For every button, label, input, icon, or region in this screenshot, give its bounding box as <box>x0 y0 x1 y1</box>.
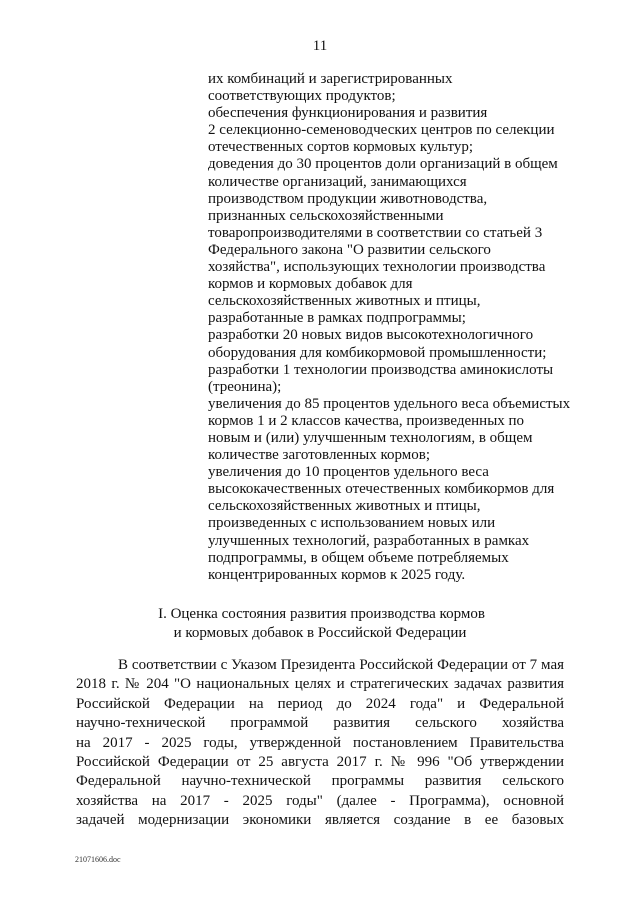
list-line: соответствующих продуктов; <box>208 88 396 105</box>
list-line: сельскохозяйственных животных и птицы, <box>208 498 481 515</box>
list-line: кормов 1 и 2 классов качества, произведенных по <box>208 412 525 429</box>
list-line: товаропроизводителями в соответствии со статьей 3 <box>208 224 543 241</box>
list-line: разработки 1 технологии производства аминокислоты <box>208 361 554 378</box>
list-line: их комбинаций и зарегистрированных <box>208 71 453 87</box>
body-line: задачей модернизации экономики является создание в ее базовых <box>76 812 564 829</box>
body-line: научно-технической программой развития сельского хозяйства <box>76 715 564 732</box>
body-line: В соответствии с Указом Президента Российской Федерации от 7 мая <box>118 657 564 673</box>
list-line: доведения до 30 процентов доли организаций в общем <box>208 156 558 173</box>
list-line: увеличения до 10 процентов удельного веса <box>208 464 489 481</box>
document-footer: 21071606.doc <box>75 855 121 864</box>
list-line: хозяйства", использующих технологии производства <box>208 259 546 276</box>
list-line: подпрограммы, в общем объеме потребляемых <box>208 549 509 566</box>
list-line: разработки 20 новых видов высокотехнологичного <box>208 327 534 344</box>
list-line: оборудования для комбикормовой промышленности; <box>208 344 547 361</box>
list-line: признанных сельскохозяйственными <box>208 207 444 224</box>
list-line: обеспечения функционирования и развития <box>208 105 488 122</box>
page-number: 11 <box>312 38 328 54</box>
list-block <box>208 71 571 584</box>
list-line: улучшенных технологий, разработанных в рамках <box>208 532 530 549</box>
list-line: сельскохозяйственных животных и птицы, <box>208 293 481 310</box>
body-line: хозяйства на 2017 - 2025 годы" (далее - Программа), основной <box>76 792 564 809</box>
list-line: разработанные в рамках подпрограммы; <box>208 310 466 327</box>
section-heading-line-1: I. Оценка состояния развития производства кормов <box>158 606 485 622</box>
body-paragraph <box>76 656 564 831</box>
list-line: концентрированных кормов к 2025 году. <box>208 566 466 583</box>
body-line: Федеральной научно-технической программы развития сельского <box>76 773 564 790</box>
body-line: 2018 г. № 204 "О национальных целях и стратегических задачах развития <box>76 676 564 693</box>
body-line: Российской Федерации на период до 2024 года" и Федеральной <box>76 695 564 712</box>
list-line: новым и (или) улучшенным технологиям, в общем <box>208 429 533 446</box>
list-line: производством продукции животноводства, <box>208 190 488 207</box>
list-line: Федерального закона "О развитии сельского <box>208 241 491 258</box>
body-line: Российской Федерации от 25 августа 2017 г. № 996 "Об утверждении <box>76 753 564 770</box>
list-line: (треонина); <box>208 378 282 395</box>
list-line: количестве организаций, занимающихся <box>208 173 467 190</box>
list-line: кормов и кормовых добавок для <box>208 276 413 293</box>
section-heading <box>0 605 640 643</box>
list-line: 2 селекционно-семеноводческих центров по селекции <box>208 122 555 139</box>
list-line: произведенных с использованием новых или <box>208 515 496 532</box>
list-line: отечественных сортов кормовых культур; <box>208 139 474 156</box>
list-line: увеличения до 85 процентов удельного веса объемистых <box>208 395 571 412</box>
list-line: количестве заготовленных кормов; <box>208 447 431 464</box>
section-heading-line-2: и кормовых добавок в Российской Федерации <box>173 625 467 641</box>
body-line: на 2017 - 2025 годы, утвержденной постановлением Правительства <box>76 734 564 751</box>
list-line: высококачественных отечественных комбикормов для <box>208 481 555 498</box>
